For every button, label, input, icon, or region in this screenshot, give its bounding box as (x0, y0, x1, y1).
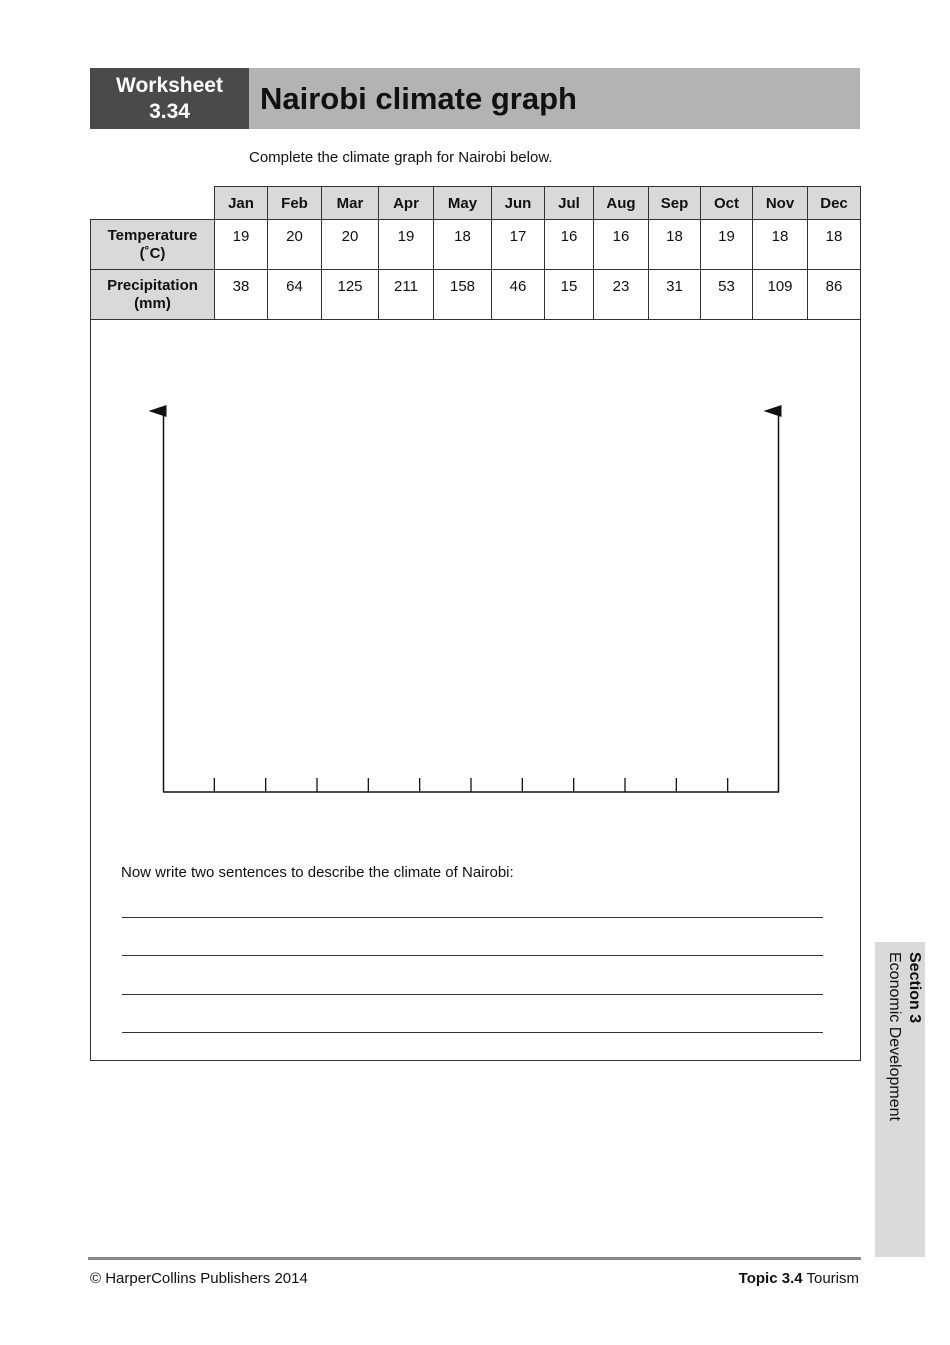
month-header: Nov (753, 187, 808, 220)
temperature-cell: 16 (545, 220, 594, 270)
temperature-cell: 18 (753, 220, 808, 270)
precipitation-cell: 211 (379, 270, 434, 320)
title-bar (249, 68, 860, 129)
section-label: Section 3 (906, 952, 923, 1024)
answer-line[interactable] (122, 1032, 823, 1033)
month-header-row (91, 187, 861, 220)
temperature-cell: 16 (594, 220, 649, 270)
precipitation-cell: 31 (649, 270, 701, 320)
topic-name: Tourism (806, 1270, 859, 1287)
row-label-unit: (˚C) (139, 244, 166, 262)
answer-line[interactable] (122, 917, 823, 918)
section-tab (875, 942, 925, 1257)
precipitation-cell: 15 (545, 270, 594, 320)
temperature-row (91, 220, 861, 270)
worksheet-badge (90, 68, 249, 129)
month-header: Oct (701, 187, 753, 220)
month-header: Feb (268, 187, 322, 220)
precipitation-cell: 38 (215, 270, 268, 320)
instruction-text: Complete the climate graph for Nairobi below. (249, 149, 553, 166)
climate-table (90, 186, 861, 320)
temperature-cell: 19 (215, 220, 268, 270)
month-header: Aug (594, 187, 649, 220)
footer-divider (88, 1257, 861, 1260)
month-header: Dec (808, 187, 861, 220)
row-label-line: Temperature (107, 226, 198, 244)
precipitation-cell: 23 (594, 270, 649, 320)
temperature-row-label (91, 220, 215, 270)
topic-label: Topic 3.4 (738, 1270, 803, 1287)
month-header: Sep (649, 187, 701, 220)
temperature-cell: 20 (322, 220, 379, 270)
month-header: May (434, 187, 492, 220)
table-corner (91, 187, 215, 220)
climate-graph-axes (91, 319, 860, 1060)
worksheet-label: Worksheet (116, 73, 223, 97)
section-tab-text (884, 952, 924, 1121)
month-header: Jul (545, 187, 594, 220)
precipitation-cell: 53 (701, 270, 753, 320)
precipitation-cell: 64 (268, 270, 322, 320)
page-title: Nairobi climate graph (260, 81, 577, 116)
answer-line[interactable] (122, 955, 823, 956)
temperature-cell: 18 (808, 220, 861, 270)
worksheet-number: 3.34 (149, 99, 190, 123)
precipitation-row-label (91, 270, 215, 320)
month-header: Jun (492, 187, 545, 220)
precipitation-row (91, 270, 861, 320)
temperature-cell: 20 (268, 220, 322, 270)
month-header: Jan (215, 187, 268, 220)
describe-prompt: Now write two sentences to describe the climate of Nairobi: (121, 864, 514, 881)
row-label-unit: (mm) (134, 294, 171, 312)
graph-area (90, 319, 861, 1061)
temperature-cell: 18 (434, 220, 492, 270)
precipitation-cell: 46 (492, 270, 545, 320)
temperature-cell: 19 (701, 220, 753, 270)
row-label-line: Precipitation (107, 276, 198, 294)
precipitation-cell: 109 (753, 270, 808, 320)
topic-info (739, 1270, 859, 1287)
precipitation-cell: 86 (808, 270, 861, 320)
precipitation-cell: 125 (322, 270, 379, 320)
copyright: © HarperCollins Publishers 2014 (90, 1270, 308, 1287)
temperature-cell: 19 (379, 220, 434, 270)
month-header: Apr (379, 187, 434, 220)
month-header: Mar (322, 187, 379, 220)
temperature-cell: 18 (649, 220, 701, 270)
section-subtitle: Economic Development (886, 952, 903, 1121)
month-ticks (214, 778, 727, 792)
answer-line[interactable] (122, 994, 823, 995)
temperature-cell: 17 (492, 220, 545, 270)
precipitation-cell: 158 (434, 270, 492, 320)
